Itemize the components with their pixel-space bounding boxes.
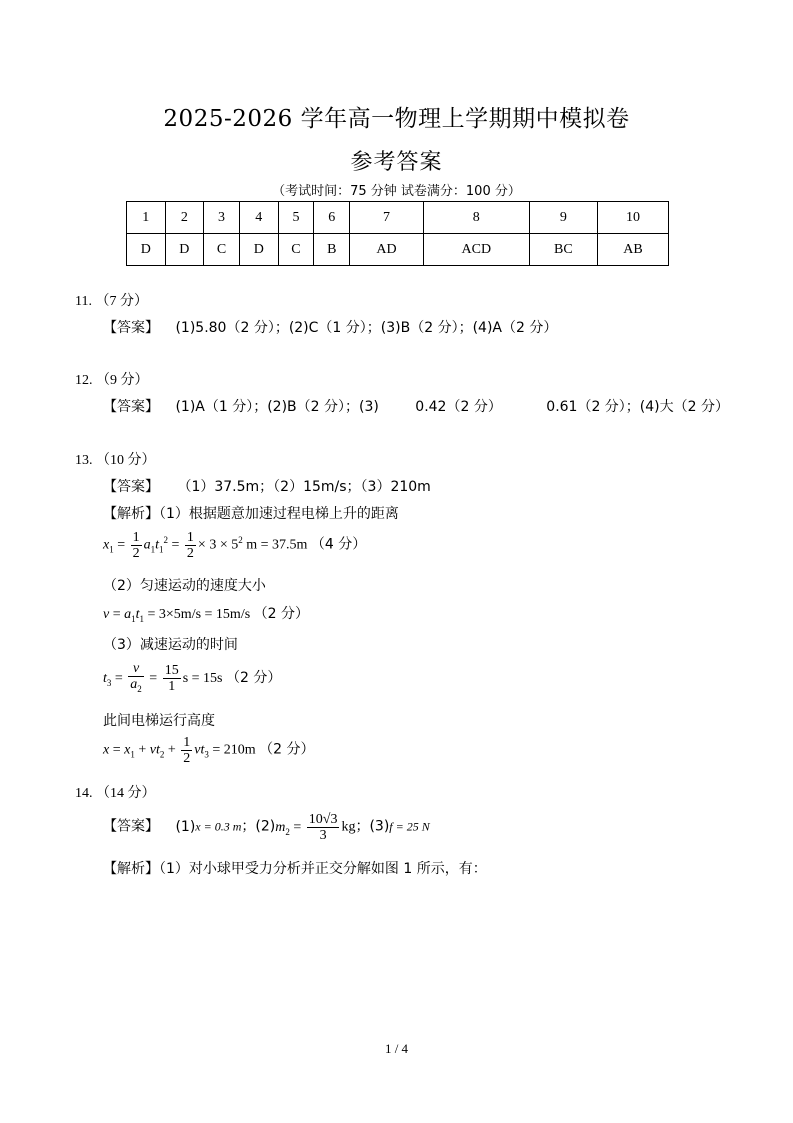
table-cell: 3 (204, 202, 240, 234)
table-cell: 8 (423, 202, 529, 234)
q12-answer-part-b: 0.42（2 分） (415, 399, 502, 415)
table-cell: C (278, 234, 314, 266)
answer-label: 【答案】 (103, 320, 159, 336)
table-cell: D (165, 234, 204, 266)
eq1-result: = 37.5m (260, 537, 308, 553)
eq2-text: = 3×5m/s = 15m/s (147, 607, 251, 622)
q12-heading: 12. （9 分） (75, 373, 149, 388)
q14-m2-unit: kg (341, 819, 356, 835)
q13-analysis-line (103, 503, 399, 523)
eq1-score: （4 分） (310, 536, 367, 553)
table-row-numbers (127, 202, 669, 234)
q13-equation-3: $t_3$ = $\frac{v}{a_2}$ = $\frac{15}{1}$ s = 15s （2 分） (103, 661, 282, 695)
answer-label: 【答案】 (103, 479, 159, 495)
q11-answer-line (103, 317, 557, 337)
document-title: 2025-2026 学年高一物理上学期期中模拟卷 (163, 106, 630, 132)
table-cell: AB (598, 234, 669, 266)
q13-step2: （2）匀速运动的速度大小 (103, 578, 266, 594)
q12-answer-part-a: (1)A（1 分）；(2)B（2 分）；(3) (175, 399, 379, 415)
q14-part3: ；(3) (355, 818, 390, 835)
table-cell: AD (350, 234, 424, 266)
table-row-answers (127, 234, 669, 266)
q13-equation-4: $x = x_1 + vt_2$ + $\frac{1}{2}$ $vt_3 = 210m$ （2 分） (103, 735, 315, 766)
q13-answer-line (103, 476, 431, 496)
eq3-result: s = 15s (182, 671, 223, 687)
q11-heading: 11. （7 分） (75, 294, 148, 309)
q13-step4: 此间电梯运行高度 (103, 713, 215, 729)
table-cell: 7 (350, 202, 424, 234)
table-cell: 6 (314, 202, 350, 234)
q14-part1: (1) (175, 818, 196, 835)
table-cell: 10 (598, 202, 669, 234)
q13-answer: （1）37.5m；（2）15m/s；（3）210m (177, 479, 431, 495)
document-subtitle: 参考答案 (350, 150, 443, 175)
q13-step3: （3）减速运动的时间 (103, 637, 238, 653)
table-cell: D (127, 234, 166, 266)
q12-answer-part-c: 0.61（2 分）；(4)大（2 分） (546, 399, 729, 415)
eq3-score: （2 分） (226, 670, 282, 687)
analysis-label: 【解析】 (103, 861, 159, 877)
eq2-score: （2 分） (253, 606, 310, 622)
answer-table (126, 201, 669, 266)
table-cell: 1 (127, 202, 166, 234)
eq4-result: = 210m (212, 742, 256, 758)
analysis-label: 【解析】 (103, 506, 159, 522)
q14-part2: ；(2) (241, 818, 276, 835)
table-cell: C (204, 234, 240, 266)
q13-heading: 13. （10 分） (75, 453, 156, 468)
table-cell: 2 (165, 202, 204, 234)
answer-label: 【答案】 (103, 818, 159, 835)
q14-answer-line: 【答案】 (1)x = 0.3 m；$(2)m_2$ = $\frac{10√3}{3}$ kg；(3)f = 25 N (103, 812, 430, 843)
q14-analysis-step1: （1）对小球甲受力分析并正交分解如图 1 所示，有： (159, 861, 487, 877)
q12-answer-line (103, 396, 729, 416)
q11-answer: (1)5.80（2 分）；(2)C（1 分）；(3)B（2 分）；(4)A（2 分） (175, 320, 558, 336)
q13-equation-2: $v = a_1t_1 = 3\times 5m/s = 15m/s$ （2 分） (103, 606, 310, 624)
table-cell: B (314, 234, 350, 266)
q14-analysis-line (103, 858, 487, 878)
q13-analysis-step1: （1）根据题意加速过程电梯上升的距离 (159, 506, 399, 522)
q14-x-value: x = 0.3 m (195, 819, 242, 834)
table-cell: ACD (423, 234, 529, 266)
q13-equation-1: $x_1$ = $\frac{1}{2}$ $a_1t_1^2$ = $\frac{1}{2}$ × $3 \times 5^2$ m = 37.5m （4 分） (103, 530, 367, 561)
eq4-score: （2 分） (259, 741, 315, 758)
table-cell: 5 (278, 202, 314, 234)
exam-info: （考试时间：75 分钟 试卷满分：100 分） (272, 184, 521, 199)
table-cell: BC (529, 234, 597, 266)
page-number: 1 / 4 (384, 1041, 409, 1056)
answer-label: 【答案】 (103, 399, 159, 415)
q14-f-value: f = 25 N (389, 819, 430, 834)
table-cell: 9 (529, 202, 597, 234)
q14-heading: 14. （14 分） (75, 786, 156, 801)
table-cell: 4 (239, 202, 278, 234)
table-cell: D (239, 234, 278, 266)
